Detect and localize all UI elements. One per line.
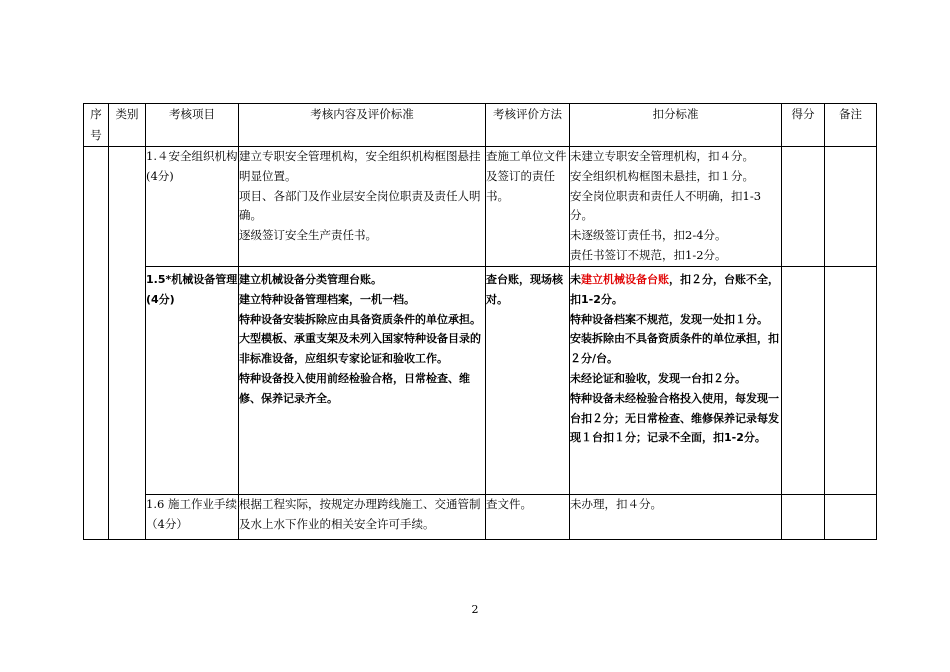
page-number: 2 xyxy=(471,603,479,616)
table-row xyxy=(84,495,877,540)
content-line: 特种设备安装拆除应由具备资质条件的单位承担。 xyxy=(239,312,481,326)
method-cell xyxy=(486,147,570,267)
remark-cell xyxy=(825,495,877,540)
item-cell xyxy=(146,147,239,267)
deduction-cell xyxy=(570,495,782,540)
deduction-line: 责任书签订不规范，扣1-2分。 xyxy=(570,247,727,262)
deduction-highlight: 建立机械设备台账 xyxy=(581,273,669,286)
table-row xyxy=(84,147,877,267)
header-item: 考核项目 xyxy=(146,104,239,147)
deduction-line xyxy=(570,270,781,310)
deduction-line: 未办理，扣４分。 xyxy=(570,497,662,511)
deduction-line: 未经论证和验收，发现一台扣２分。 xyxy=(570,371,746,385)
content-cell xyxy=(239,267,486,495)
deduction-line: 特种设备未经检验合格投入使用，每发现一台扣２分；无日常检查、维修保养记录每发现１台扣１分；记录不全面，扣1-2分。 xyxy=(570,391,779,445)
table-row xyxy=(84,267,877,495)
deduction-line: 未建立专职安全管理机构，扣４分。 xyxy=(570,149,754,163)
item-cell xyxy=(146,495,239,540)
score-cell xyxy=(782,267,825,495)
content-cell xyxy=(239,147,486,267)
item-text: 1.5*机械设备管理(4分) xyxy=(146,273,238,306)
deduction-line: 安全组织机构框图未悬挂，扣１分。 xyxy=(570,168,754,183)
deduction-line: 特种设备档案不规范，发现一处扣１分。 xyxy=(570,312,768,326)
method-cell xyxy=(486,267,570,495)
deduction-line: 未逐级签订责任书，扣2-4分。 xyxy=(570,228,727,243)
content-line: 项目、各部门及作业层安全岗位职责及责任人明确。 xyxy=(239,188,481,223)
score-cell xyxy=(782,495,825,540)
method-cell xyxy=(486,495,570,540)
header-score: 得分 xyxy=(782,104,825,147)
deduction-cell xyxy=(570,267,782,495)
deduction-cell xyxy=(570,147,782,267)
item-text: 1.6 施工作业手续（4分） xyxy=(146,497,237,531)
content-line: 建立专职安全管理机构，安全组织机构框图悬挂明显位置。 xyxy=(239,149,481,183)
method-text: 查施工单位文件及签订的责任书。 xyxy=(486,149,567,203)
table-header-row xyxy=(84,104,877,147)
content-cell xyxy=(239,495,486,540)
content-line: 建立特种设备管理档案，一机一档。 xyxy=(239,292,415,306)
item-cell xyxy=(146,267,239,495)
item-text: 1.４安全组织机构(4分) xyxy=(146,149,238,183)
assessment-table xyxy=(83,103,877,540)
deduction-suffix: ，扣２分，台账不全，扣1-2分。 xyxy=(570,273,779,306)
content-line: 特种设备投入使用前经检验合格，日常检查、维修、保养记录齐全。 xyxy=(239,371,470,405)
content-line: 逐级签订安全生产责任书。 xyxy=(239,228,377,243)
header-method: 考核评价方法 xyxy=(486,104,570,147)
header-deduction: 扣分标准 xyxy=(570,104,782,147)
remark-cell xyxy=(825,267,877,495)
deduction-prefix: 未 xyxy=(570,273,581,286)
deduction-line: 安装拆除由不具备资质条件的单位承担，扣２分/台。 xyxy=(570,332,779,366)
header-remark: 备注 xyxy=(825,104,877,147)
category-cell xyxy=(109,147,146,540)
header-seq: 序号 xyxy=(84,104,109,147)
header-content: 考核内容及评价标准 xyxy=(239,104,486,147)
score-cell xyxy=(782,147,825,267)
content-line: 建立机械设备分类管理台账。 xyxy=(239,273,382,286)
remark-cell xyxy=(825,147,877,267)
content-line: 大型模板、承重支架及未列入国家特种设备目录的非标准设备，应组织专家论证和验收工作。 xyxy=(239,332,481,366)
method-text: 查台账，现场核对。 xyxy=(486,273,563,306)
method-text: 查文件。 xyxy=(486,497,532,511)
header-category: 类别 xyxy=(109,104,146,147)
content-line: 根据工程实际，按规定办理跨线施工、交通管制及水上水下作业的相关安全许可手续。 xyxy=(239,497,481,531)
deduction-line: 安全岗位职责和责任人不明确，扣1-3分。 xyxy=(570,188,762,223)
seq-cell xyxy=(84,147,109,540)
